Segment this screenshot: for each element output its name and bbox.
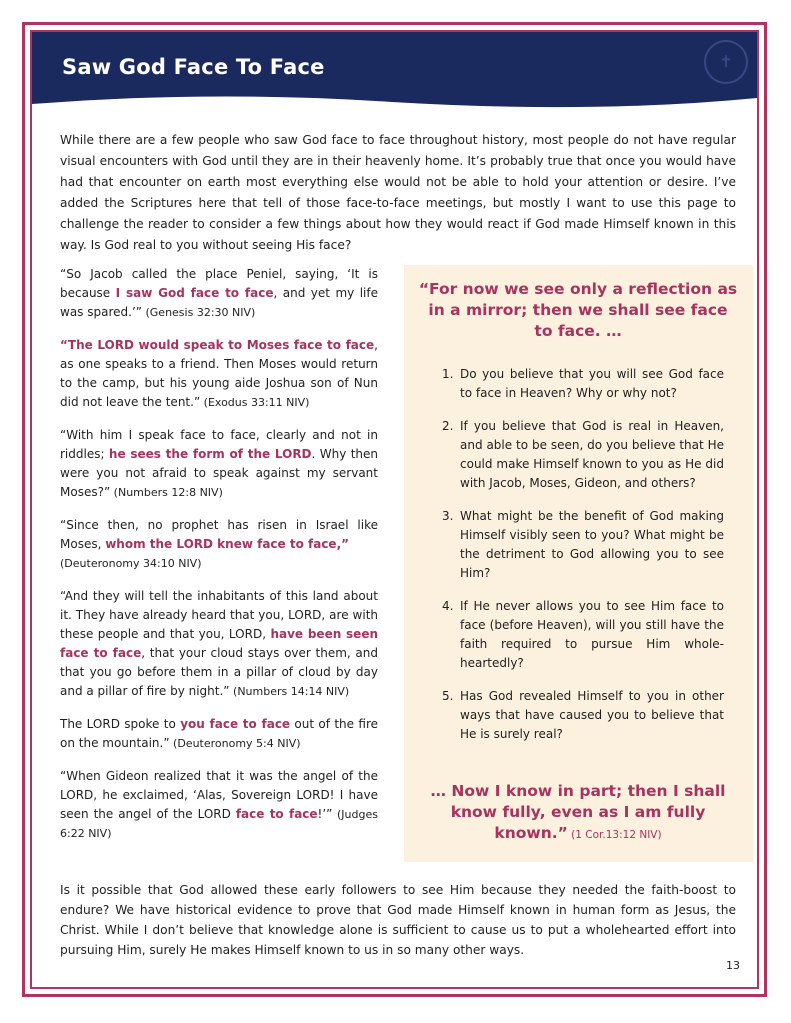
question-item: 1. Do you believe that you will see God face to face in Heaven? Why or why not? bbox=[442, 367, 724, 400]
verse-numbers-14: “And they will tell the inhabitants of this land about it. They have already heard that you, LORD, are with these people and that you, LORD, have been seen face to face, that your cloud stays over them, and that you go before them in a pillar of cloud by day and a pillar of fire by night.” (Numbers 14:14 NIV) bbox=[60, 589, 378, 698]
verse-exodus: “The LORD would speak to Moses face to face, as one speaks to a friend. Then Moses would return to the camp, but his young aide Joshua son of Nun did not leave the tent.” (Exodus 33:11 NIV) bbox=[60, 338, 378, 409]
verse-genesis: “So Jacob called the place Peniel, saying, ‘It is because I saw God face to face, and yet my life was spared.’” (Genesis 32:30 NIV) bbox=[60, 267, 378, 319]
page-number: 13 bbox=[726, 959, 740, 972]
reflection-sidebar bbox=[404, 265, 753, 862]
verse-numbers-12: “With him I speak face to face, clearly and not in riddles; he sees the form of the LORD. Why then were you not afraid to speak against my servant Moses?” (Numbers 12:8 NIV) bbox=[60, 428, 379, 499]
question-list bbox=[428, 365, 724, 758]
question-item: 2. If you believe that God is real in Heaven, and able to be seen, do you believe that He could make Himself known to you as He did with Jacob, Moses, Gideon, and others? bbox=[442, 419, 724, 490]
verse-judges: “When Gideon realized that it was the angel of the LORD, he exclaimed, ‘Alas, Sovereign LORD! I have seen the angel of the LORD face to face!’” (Judges 6:22 NIV) bbox=[60, 769, 378, 840]
closing-paragraph: Is it possible that God allowed these early followers to see Him because they needed the faith-boost to endure? We have historical evidence to prove that God made Himself known in human form as Jesus, the Christ. While I don’t believe that knowledge alone is sufficient to cause us to put a wholehearted effort into pursuing Him, surely He makes Himself known to us in so many other ways. bbox=[60, 883, 736, 957]
seal-logo-icon: ✝ bbox=[704, 40, 748, 84]
title-banner bbox=[32, 32, 757, 110]
scripture-list bbox=[60, 265, 378, 857]
sidebar-quote-bottom: … Now I know in part; then I shall know fully, even as I am fully known.” (1 Cor.13:12 NIV) bbox=[430, 782, 726, 842]
intro-paragraph: While there are a few people who saw God face to face throughout history, most people do not have regular visual encounters with God until they are in their heavenly home. It’s probably true that once you would have had that encounter on earth most everything else would not be able to hold your attention or desire. I’ve added the Scriptures here that tell of those face-to-face meetings, but mostly I want to use this page to challenge the reader to consider a few things about how they would react if God made Himself known in this way. Is God real to you without seeing His face? bbox=[60, 133, 736, 252]
question-item: 5. Has God revealed Himself to you in other ways that have caused you to believe that He is surely real? bbox=[442, 689, 724, 741]
sidebar-quote-top: “For now we see only a reflection as in a mirror; then we shall see face to face. … bbox=[418, 280, 738, 340]
verse-deuteronomy-5: The LORD spoke to you face to face out of the fire on the mountain.” (Deuteronomy 5:4 NIV) bbox=[60, 717, 379, 750]
question-item: 3. What might be the benefit of God making Himself visibly seen to you? What might be the detriment to God allowing you to see Him? bbox=[442, 509, 724, 580]
page-title: Saw God Face To Face bbox=[62, 55, 325, 79]
verse-deuteronomy-34: “Since then, no prophet has risen in Israel like Moses, whom the LORD knew face to face,” (Deuteronomy 34:10 NIV) bbox=[60, 518, 378, 570]
question-item: 4. If He never allows you to see Him face to face (before Heaven), will you still have the faith required to pursue Him whole-heartedly? bbox=[442, 599, 724, 670]
